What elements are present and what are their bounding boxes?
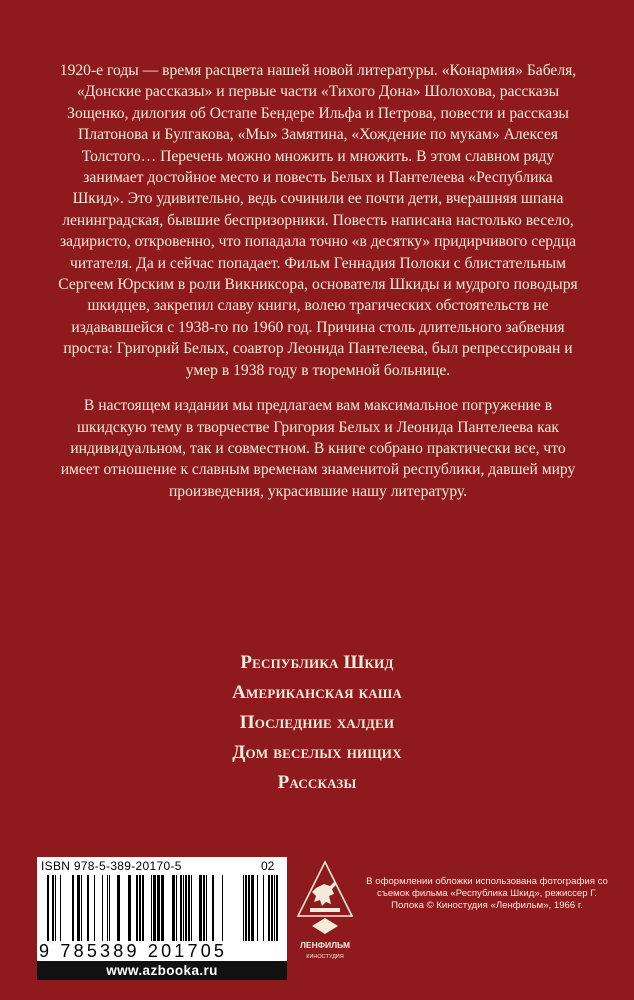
barcode-bar (52, 875, 54, 941)
barcode-bar (161, 875, 164, 941)
barcode-bar (117, 875, 120, 941)
logo-main-text: ЛЕНФИЛЬМ (299, 940, 351, 950)
contents-list (0, 648, 634, 798)
barcode-bar (176, 875, 177, 941)
barcode-bar (157, 875, 160, 941)
isbn-addon: 02 (261, 859, 275, 873)
barcode-bar (206, 875, 207, 941)
publisher-url: www.azbooka.ru (37, 961, 287, 980)
barcode-bar (245, 875, 247, 941)
barcode-bars (41, 875, 283, 943)
barcode-bar (257, 875, 258, 941)
barcode-bar (60, 875, 61, 941)
blurb-text (58, 60, 578, 502)
barcode-bar (47, 875, 49, 941)
barcode-bar (128, 875, 131, 941)
barcode-bar (142, 875, 144, 941)
barcode-bar (107, 875, 108, 941)
barcode-bar (191, 875, 192, 941)
barcode-bar (268, 875, 270, 941)
barcode-bar (203, 875, 205, 941)
barcode-bar (263, 875, 264, 941)
barcode-bar (139, 875, 141, 941)
barcode-bar (222, 875, 223, 941)
barcode-bar (183, 875, 184, 941)
cover-credits: В оформлении обложки использована фотография со съемок фильма «Республика Шкид», режиссер Г. Полока © Киностудия «Ленфильм», 1966 г. (366, 876, 608, 911)
isbn-number: ISBN 978-5-389-20170-5 (41, 859, 182, 873)
contents-item: Рассказы (277, 772, 357, 793)
barcode-bar (271, 875, 273, 941)
barcode-bar (81, 875, 82, 941)
barcode-bar (243, 875, 244, 941)
lenfilm-logo (294, 858, 356, 968)
contents-item: Последние халдеи (239, 712, 395, 733)
barcode-bar (136, 875, 138, 941)
barcode-bar (87, 875, 89, 941)
barcode-bar (55, 875, 56, 941)
barcode-bar (188, 875, 190, 941)
barcode-bar (151, 875, 152, 941)
contents-item: Дом веселых нищих (232, 742, 402, 763)
barcode-bar (212, 875, 214, 941)
barcode-bar (153, 875, 156, 941)
ean-digits: 9 785389 201705 (39, 941, 228, 961)
barcode-bar (199, 875, 202, 941)
barcode-bar (94, 875, 95, 941)
contents-item: Республика Шкид (240, 652, 394, 673)
blurb-paragraph-2: В настоящем издании мы предлагаем вам максимальное погружение в шкидскую тему в творчестве Григория Белых и Леонида Пантелеева как индивидуальном, так и совместном. В книге собрано практически все, что имеет отношение к славным временам знаменитой республики, давшей миру произведения, украсившие нашу литературу. (60, 397, 576, 500)
barcode-bar (180, 875, 182, 941)
blurb-paragraph-1: 1920-е годы — время расцвета нашей новой литературы. «Конармия» Бабеля, «Донские рассказы» и первые части «Тихого Дона» Шолохова, рассказы Зощенко, дилогия об Остапе Бендере Ильфа и Петрова, повести и рассказы Платонова и Булгакова, «Мы» Замятина, «Хождение по мукам» Алексея Толстого… Перечень можно множить и множить. В этом славном ряду занимает достойное место и повесть Белых и Пантелеева «Республика Шкид». Это удивительно, ведь сочинили ее почти дети, вчерашняя шпана ленинградская, бывшие беспризорники. Повесть написана настолько весело, задиристо, откровенно, что попадала точно «в десятку» придирчивого сердца читателя. Да и сейчас попадает. Фильм Геннадия Полоки с блистательным Сергеем Юрским в роли Викниксора, основателя Шкиды и мудрого поводыря шкидцев, закрепил славу книги, волею трагических обстоятельств не издававшейся с 1938-го по 1960 год. Причина столь длительного забвения проста: Григорий Белых, соавтор Леонида Пантелеева, был репрессирован и умер в 1938 году в тюремной больнице. (58, 62, 578, 379)
barcode-bar (72, 875, 74, 941)
barcode-bar (185, 875, 187, 941)
barcode-bar (77, 875, 80, 941)
barcode-bar (102, 875, 103, 941)
barcode-block (37, 857, 287, 980)
barcode-bar (276, 875, 278, 941)
logo-sub-text: КИНОСТУДИЯ (306, 954, 344, 960)
barcode-bar (248, 875, 250, 941)
contents-item: Американская каша (232, 682, 402, 703)
barcode-bar (172, 875, 175, 941)
barcode-bar (251, 875, 254, 941)
barcode-bar (109, 875, 110, 941)
barcode-bar (274, 875, 275, 941)
